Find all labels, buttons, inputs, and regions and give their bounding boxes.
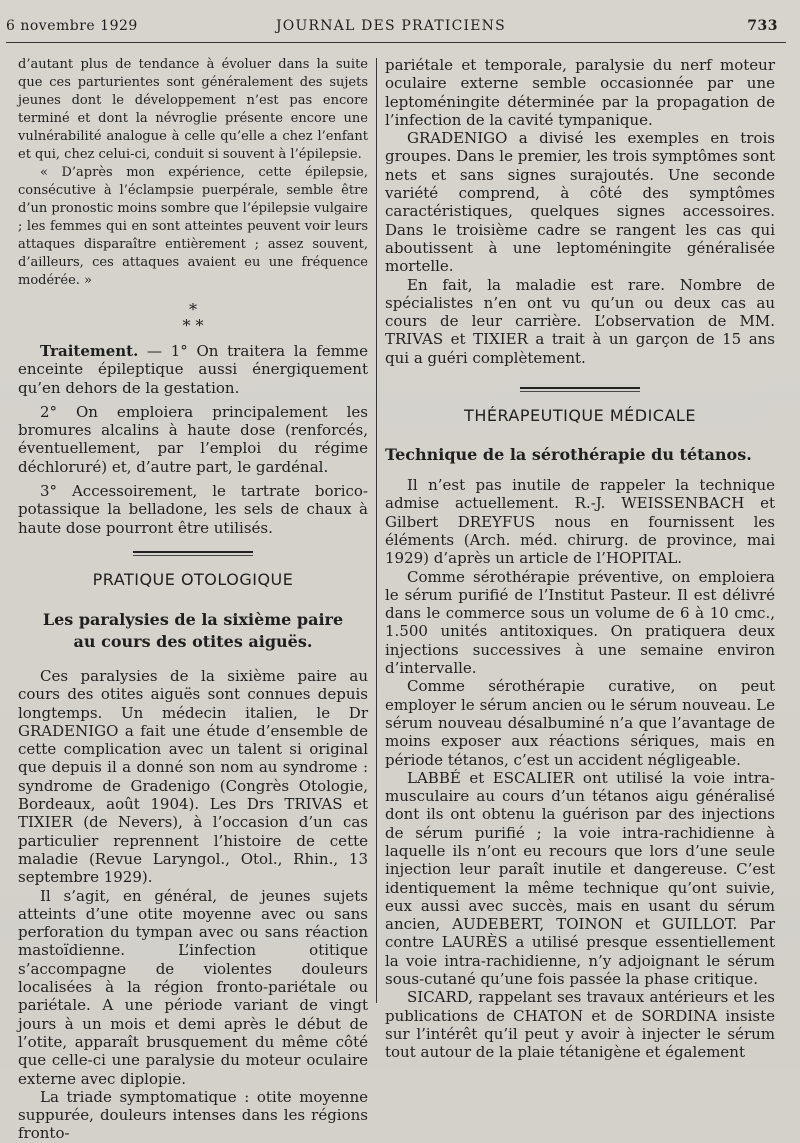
treatment-paragraph-1 bbox=[18, 342, 368, 397]
treatment-label: Traitement. bbox=[40, 342, 139, 360]
page-number: 733 bbox=[747, 18, 778, 34]
continuation-paragraph-3: En fait, la maladie est rare. Nombre de spécialistes n’en ont vu qu’un ou deux cas au cours de leur carrière. L’observation de MM. TRIVAS et TIXIER a trait à un garçon de 15 ans qui a guéri complètement. bbox=[385, 275, 775, 367]
paralysies-paragraph-3: La triade symptomatique : otite moyenne suppurée, douleurs intenses dans les régions fronto- bbox=[18, 1087, 368, 1143]
section-separator-right bbox=[520, 387, 640, 392]
issue-date: 6 novembre 1929 bbox=[6, 18, 138, 34]
article-title-tetanos: Technique de la sérothérapie du tétanos. bbox=[385, 445, 752, 465]
intro-block bbox=[18, 56, 368, 290]
page-header bbox=[6, 18, 786, 38]
section-title-therapeutique: THÉRAPEUTIQUE MÉDICALE bbox=[464, 406, 696, 426]
quote-paragraph: « D’après mon expérience, cette épilepsie, consécutive à l’éclampsie puerpérale, semble être d’un pronostic moins sombre que l’épilepsie vulgaire ; les femmes qui en sont atteintes peuvent voir leurs attaques disparaître entièrement ; assez souvent, d’ailleurs, ces attaques avaient eu une fréquence modérée. » bbox=[18, 165, 368, 288]
right-column bbox=[385, 56, 775, 1062]
paralysies-article bbox=[18, 667, 368, 1143]
treatment-paragraph-2: 2° On emploiera principalement les bromures alcalins à haute dose (renforcés, éventuellement, par l’emploi du régime déchloruré) et, d’autre part, le gardénal. bbox=[18, 402, 368, 476]
tetanos-article bbox=[385, 476, 775, 1062]
tetanos-paragraph-4: LABBÉ et ESCALIER ont utilisé la voie intra-musculaire au cours d’un tétanos aigu généralisé dont ils ont obtenu la guérison par des injections de sérum purifié ; la voie intra-rachidienne à laquelle ils n’ont eu recours que lors d’une seule injection leur paraît inutile et dangereuse. C’est identiquement la même technique qu’ont suivie, eux aussi avec succès, mais en usant du sérum ancien, AUDEBERT, TOINON et GUILLOT. Par contre LAURÈS a utilisé presque essentiellement la voie intra-rachidienne, n’y adjoignant le sérum sous-cutané qu’une fois passée la phase critique. bbox=[385, 768, 775, 989]
paralysies-paragraph-1: Ces paralysies de la sixième paire au cours des otites aiguës sont connues depuis longtemps. Un médecin italien, le Dr GRADENIGO a fait une étude d’ensemble de cette complication avec un talent si original que depuis il a donné son nom au syndrome : syndrome de Gradenigo (Congrès Otologie, Bordeaux, août 1904). Les Drs TRIVAS et TIXIER (de Nevers), à l’occasion d’un cas particulier reprennent l’histoire de cette maladie (Revue Laryngol., Otol., Rhin., 13 septembre 1929). bbox=[18, 666, 368, 887]
section-separator bbox=[133, 551, 253, 556]
treatment-paragraph-3: 3° Accessoirement, le tartrate borico-potassique la belladone, les sels de chaux à haute dose pourront être utilisés. bbox=[18, 482, 368, 537]
article-title-line-2: au cours des otites aiguës. bbox=[73, 631, 313, 651]
tetanos-paragraph-3: Comme sérothérapie curative, on peut employer le sérum ancien ou le sérum nouveau. Le sérum nouveau désalbuminé n’a que l’avantage de moins exposer aux réactions sériques, mais en période tétanos, c’est un accident négligeable. bbox=[385, 677, 775, 769]
continuation-paragraph-2: GRADENIGO a divisé les exemples en trois groupes. Dans le premier, les trois symptômes sont nets et sans signes surajoutés. Une seconde variété comprend, à côté des symptômes caractéristiques, quelques signes accessoires. Dans le troisième cadre se rangent les cas qui aboutissent à une leptoméningite généralisée mortelle. bbox=[385, 129, 775, 276]
intro-paragraph: d’autant plus de tendance à évoluer dans la suite que ces parturientes sont généralement des sujets jeunes dont le développement n’est pas encore terminé et dont la névroglie présente encore une vulnérabilité analogue à celle qu’elle a chez l’enfant et qui, chez celui-ci, conduit si souvent à l’épilepsie. bbox=[18, 57, 368, 162]
paralysies-paragraph-2: Il s’agit, en général, de jeunes sujets atteints d’une otite moyenne avec ou sans perforation du tympan avec ou sans réaction mastoïdienne. L’infection otitique s’accompagne de violentes douleurs localisées à la région fronto-pariétale ou pariétale. A une période variant de vingt jours à un mois et demi après le début de l’otite, apparaît brusquement du même côté que celle-ci une paralysie du moteur oculaire externe avec diplopie. bbox=[18, 886, 368, 1088]
section-title-otologique: PRATIQUE OTOLOGIQUE bbox=[92, 569, 294, 589]
treatment-text-1: — 1° On traitera la femme enceinte épileptique aussi énergiquement qu’en dehors de la gestation. bbox=[18, 342, 368, 397]
article-title-paralysies bbox=[18, 609, 368, 653]
left-column bbox=[18, 56, 368, 1143]
paralysies-continuation bbox=[385, 56, 775, 367]
tetanos-paragraph-5: SICARD, rappelant ses travaux antérieurs et les publications de CHATON et de SORDINA insiste sur l’intérêt qu’il peut y avoir à injecter le sérum tout autour de la plaie tétanigène et également bbox=[385, 988, 775, 1062]
column-divider bbox=[376, 58, 377, 1003]
header-rule bbox=[6, 42, 786, 43]
treatment-block bbox=[18, 342, 368, 537]
journal-title: JOURNAL DES PRATICIENS bbox=[276, 18, 506, 34]
tetanos-paragraph-1: Il n’est pas inutile de rappeler la technique admise actuellement. R.-J. WEISSENBACH et Gilbert DREYFUS nous en fournissent les éléments (Arch. méd. chirurg. de province, mai 1929) d’après un article de l’HOPITAL. bbox=[385, 476, 775, 568]
section-stars: * * * bbox=[182, 300, 204, 335]
continuation-paragraph-1: pariétale et temporale, paralysie du nerf moteur oculaire externe semble occasionnée par une leptoméningite déterminée par la propagation de l’infection de la cavité tympanique. bbox=[385, 56, 775, 129]
article-title-line-1: Les paralysies de la sixième paire bbox=[42, 609, 344, 629]
tetanos-paragraph-2: Comme sérothérapie préventive, on emploiera le sérum purifié de l’Institut Pasteur. Il est délivré dans le commerce sous un volume de 6 à 10 cmc., 1.500 unités antitoxiques. On pratiquera deux injections successives à une semaine environ d’intervalle. bbox=[385, 567, 775, 678]
